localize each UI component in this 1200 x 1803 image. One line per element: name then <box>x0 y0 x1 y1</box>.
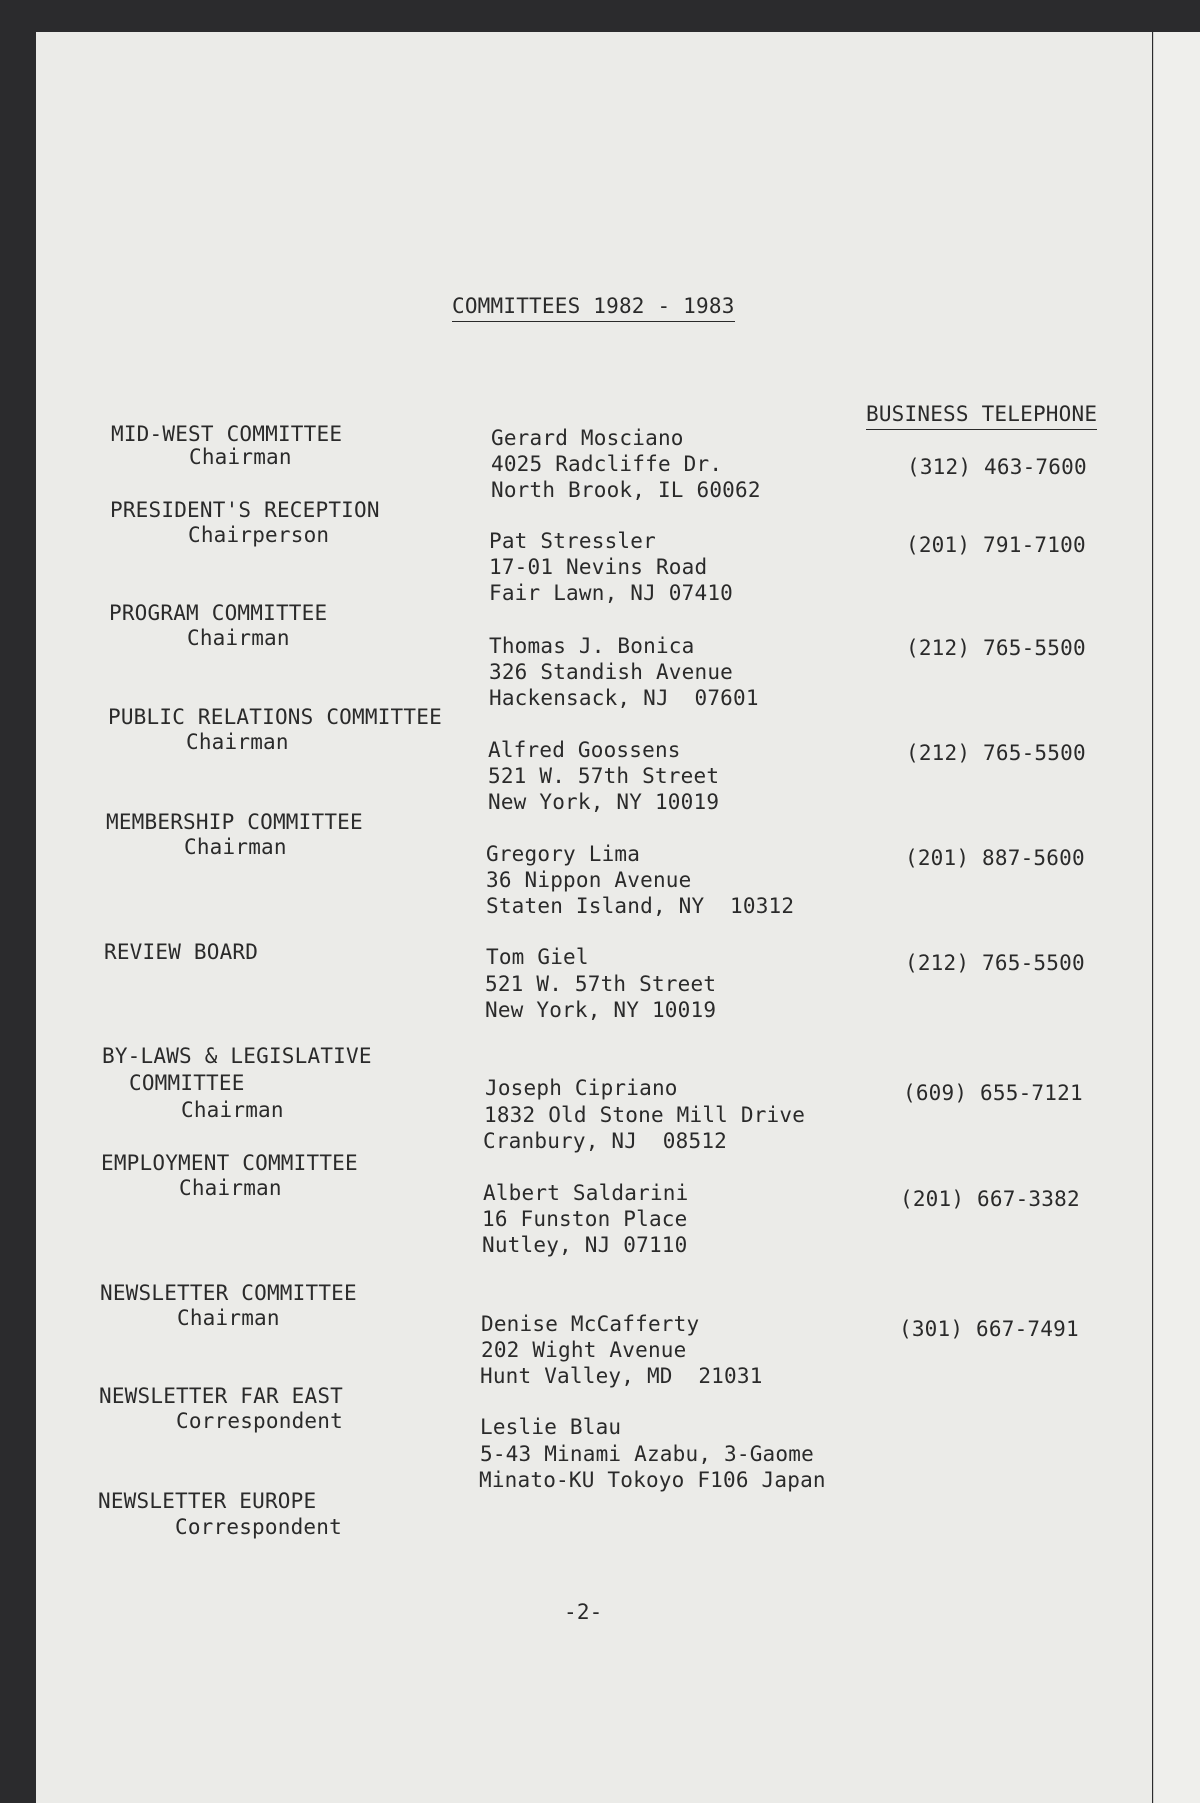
business-phone: (201) 667-3382 <box>900 1187 1080 1211</box>
business-phone: (212) 765-5500 <box>906 636 1086 660</box>
address-line: 36 Nippon Avenue <box>486 868 692 892</box>
address-line: New York, NY 10019 <box>485 998 717 1022</box>
committee-name: NEWSLETTER FAR EAST <box>99 1384 344 1408</box>
person-name: Denise McCafferty <box>481 1312 700 1336</box>
committee-role: Chairman <box>186 730 289 754</box>
person-name: Tom Giel <box>486 945 589 969</box>
committee-name: BY-LAWS & LEGISLATIVE <box>102 1044 372 1068</box>
business-phone: (212) 765-5500 <box>905 951 1085 975</box>
address-line: North Brook, IL 60062 <box>491 478 761 502</box>
business-phone: (312) 463-7600 <box>907 455 1087 479</box>
person-name: Joseph Cipriano <box>485 1076 678 1100</box>
committee-name: EMPLOYMENT COMMITTEE <box>101 1151 358 1175</box>
committee-role: Chairman <box>179 1176 282 1200</box>
address-line: 4025 Radcliffe Dr. <box>491 452 723 476</box>
committee-name: PUBLIC RELATIONS COMMITTEE <box>108 705 442 729</box>
committee-name: PROGRAM COMMITTEE <box>109 601 328 625</box>
address-line: Fair Lawn, NJ 07410 <box>489 581 734 605</box>
committee-role: Chairman <box>184 835 287 859</box>
business-phone: (212) 765-5500 <box>906 741 1086 765</box>
address-line: 16 Funston Place <box>482 1207 688 1231</box>
phone-column-header: BUSINESS TELEPHONE <box>866 401 1097 430</box>
adjacent-page-edge <box>1153 32 1200 1803</box>
address-line: 521 W. 57th Street <box>485 972 717 996</box>
person-name: Albert Saldarini <box>483 1181 689 1205</box>
business-phone: (609) 655-7121 <box>903 1081 1083 1105</box>
address-line: 1832 Old Stone Mill Drive <box>484 1103 806 1127</box>
address-line: Staten Island, NY 10312 <box>486 894 795 918</box>
committee-role: Chairman <box>189 445 292 469</box>
page-number: -2- <box>564 1600 603 1624</box>
address-line: Hunt Valley, MD 21031 <box>480 1364 763 1388</box>
person-name: Leslie Blau <box>480 1415 622 1439</box>
person-name: Alfred Goossens <box>488 738 681 762</box>
committee-role: Chairman <box>187 626 290 650</box>
business-phone: (201) 887-5600 <box>905 846 1085 870</box>
business-phone: (201) 791-7100 <box>906 533 1086 557</box>
committee-role: Correspondent <box>175 1515 342 1539</box>
committee-name: MEMBERSHIP COMMITTEE <box>106 810 363 834</box>
address-line: 202 Wight Avenue <box>481 1338 687 1362</box>
committee-role: Chairman <box>177 1306 280 1330</box>
person-name: Gerard Mosciano <box>491 426 684 450</box>
committee-name-continued: COMMITTEE <box>129 1071 245 1095</box>
address-line: New York, NY 10019 <box>488 790 720 814</box>
committee-role: Correspondent <box>176 1409 343 1433</box>
page-title: COMMITTEES 1982 - 1983 <box>452 293 735 322</box>
committee-name: NEWSLETTER EUROPE <box>98 1489 317 1513</box>
address-line: Hackensack, NJ 07601 <box>489 686 759 710</box>
address-line: Nutley, NJ 07110 <box>482 1233 688 1257</box>
committee-name: PRESIDENT'S RECEPTION <box>110 498 380 522</box>
address-line: 326 Standish Avenue <box>489 660 734 684</box>
address-line: 5-43 Minami Azabu, 3-Gaome <box>480 1442 814 1466</box>
committee-name: MID-WEST COMMITTEE <box>111 422 343 446</box>
committee-name: REVIEW BOARD <box>104 940 259 964</box>
business-phone: (301) 667-7491 <box>899 1317 1079 1341</box>
committee-role: Chairperson <box>188 523 330 547</box>
address-line: 521 W. 57th Street <box>488 764 720 788</box>
committee-role: Chairman <box>181 1098 284 1122</box>
person-name: Gregory Lima <box>486 842 641 866</box>
person-name: Pat Stressler <box>489 529 656 553</box>
person-name: Thomas J. Bonica <box>489 634 695 658</box>
address-line: Cranbury, NJ 08512 <box>483 1129 728 1153</box>
address-line: Minato-KU Tokoyo F106 Japan <box>479 1468 826 1492</box>
committee-name: NEWSLETTER COMMITTEE <box>100 1281 357 1305</box>
address-line: 17-01 Nevins Road <box>489 555 708 579</box>
